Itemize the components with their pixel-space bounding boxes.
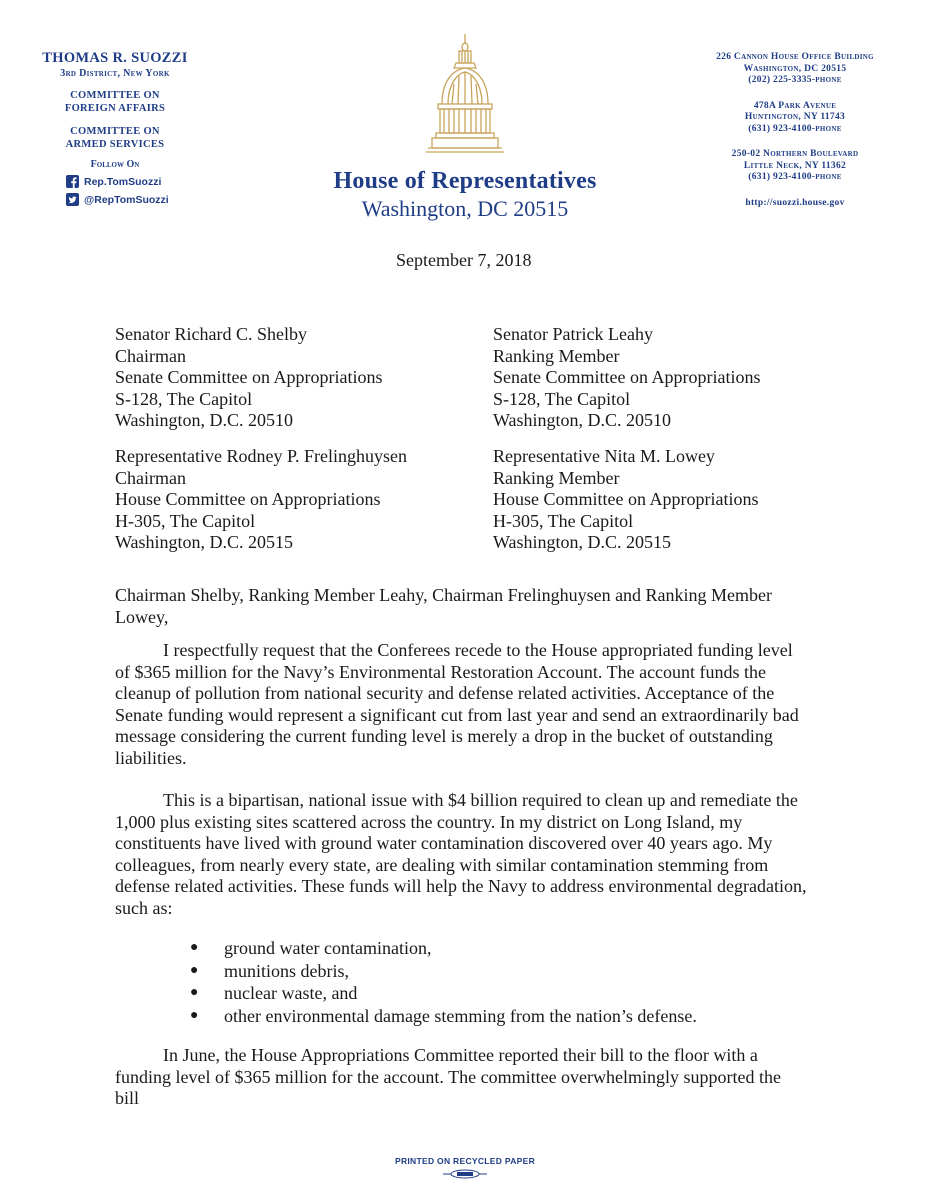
recipient-lowey	[493, 446, 758, 554]
recipient-frelinghuysen	[115, 446, 407, 554]
address-line: Chairman	[115, 345, 186, 366]
list-item	[190, 960, 697, 983]
office-line: Huntington, NY 11743	[744, 112, 846, 122]
salutation-line: Lowey,	[115, 606, 169, 627]
office-line: Washington, DC 20515	[743, 63, 847, 74]
salutation-line: Chairman Shelby, Ranking Member Leahy, Chairman Frelinghuysen and Ranking Member	[115, 585, 773, 605]
letter-date: September 7, 2018	[396, 250, 532, 270]
address-line: Senate Committee on Appropriations	[115, 367, 383, 387]
office-line: 478A Park Avenue	[753, 100, 837, 111]
address-line: Washington, D.C. 20515	[115, 532, 294, 552]
footer	[330, 1156, 600, 1184]
member-name: THOMAS R. SUOZZI	[42, 50, 188, 66]
address-line: Senate Committee on Appropriations	[493, 367, 761, 387]
office-line: (202) 225-3335-phone	[748, 75, 842, 85]
office-dc	[700, 52, 890, 87]
paragraph-request: I respectfully request that the Conferees recede to the House appropriated funding level of $365 million for the Navy’s Environmental Restoration Account. The account funds the cleanup of pollution from national security and defense related activities. Acceptance of the Senate funding would represent a significant cut from last year and send an extraordinarily bad message considering the current funding level is merely a drop in the bucket of outstanding liabilities.	[115, 640, 799, 768]
address-line: H-305, The Capitol	[115, 510, 256, 531]
capitol-dome-icon	[422, 32, 508, 162]
office-line: 250-02 Northern Boulevard	[731, 149, 859, 159]
bullet-icon: ●	[190, 962, 199, 978]
recipient-leahy	[493, 324, 760, 432]
twitter-handle: @RepTomSuozzi	[84, 193, 169, 206]
list-item	[190, 982, 697, 1005]
address-line: Representative Rodney P. Frelinghuysen	[115, 446, 407, 466]
recycled-paper-note: PRINTED ON RECYCLED PAPER	[394, 1156, 536, 1166]
twitter-icon	[66, 193, 79, 206]
paragraph-issue: This is a bipartisan, national issue with $4 billion required to clean up and remediate the 1,000 plus existing sites scattered across the country. In my district on Long Island, my constituents have lived with ground water contamination discovered over 40 years ago. My colleagues, from nearly every state, are dealing with similar contamination stemming from defense related activities. These funds will help the Navy to address environmental degradation, such as:	[115, 790, 807, 918]
facebook-icon	[66, 175, 79, 188]
address-line: Chairman	[115, 467, 186, 488]
committee-line: COMMITTEE ON	[70, 90, 160, 101]
address-line: Senator Patrick Leahy	[493, 324, 653, 344]
bullet-icon: ●	[190, 1007, 199, 1023]
address-line: S-128, The Capitol	[115, 388, 253, 409]
bullet-icon: ●	[190, 940, 199, 955]
recipient-shelby	[115, 324, 382, 432]
office-little-neck	[700, 149, 890, 184]
list-item-text: nuclear waste, and	[224, 983, 358, 1003]
address-line: Representative Nita M. Lowey	[493, 446, 715, 466]
list-item-text: ground water contamination,	[224, 938, 432, 958]
office-huntington	[700, 101, 890, 136]
address-line: Washington, D.C. 20510	[493, 410, 672, 430]
website-link[interactable]: http://suozzi.house.gov	[745, 197, 845, 208]
list-item-text: munitions debris,	[224, 960, 349, 981]
committee-line: ARMED SERVICES	[65, 139, 165, 150]
office-line: (631) 923-4100-phone	[748, 172, 842, 182]
list-item	[190, 937, 697, 960]
address-line: H-305, The Capitol	[493, 510, 634, 531]
address-line: Senator Richard C. Shelby	[115, 324, 307, 344]
address-line: House Committee on Appropriations	[493, 489, 759, 509]
committee-armed-services	[40, 125, 190, 151]
letterhead-center	[300, 32, 630, 222]
committee-foreign-affairs	[40, 89, 190, 115]
committee-line: COMMITTEE ON	[70, 126, 160, 137]
list-item-text: other environmental damage stemming from the nation’s defense.	[224, 1005, 697, 1026]
office-line: (631) 923-4100-phone	[748, 123, 842, 134]
address-line: Ranking Member	[493, 467, 620, 488]
twitter-link[interactable]	[66, 193, 190, 206]
house-title: House of Representatives	[333, 168, 597, 194]
letterhead-right	[700, 52, 890, 209]
bullet-list	[190, 937, 697, 1027]
committee-line: FOREIGN AFFAIRS	[64, 103, 166, 114]
office-line: 226 Cannon House Office Building	[716, 52, 874, 62]
member-district: 3rd District, New York	[60, 68, 170, 79]
address-line: Ranking Member	[493, 345, 620, 366]
letterhead-left	[40, 50, 190, 206]
house-city: Washington, DC 20515	[361, 196, 569, 221]
list-item	[190, 1005, 697, 1028]
follow-on-label: Follow On	[90, 159, 140, 170]
facebook-handle: Rep.TomSuozzi	[84, 175, 162, 188]
address-line: Washington, D.C. 20510	[115, 410, 294, 430]
address-line: Washington, D.C. 20515	[493, 532, 672, 552]
office-line: Little Neck, NY 11362	[743, 160, 847, 171]
paragraph-june: In June, the House Appropriations Committee reported their bill to the floor with a funding level of $365 million for the account. The committee overwhelmingly supported the bill	[115, 1045, 782, 1108]
union-label-icon	[435, 1169, 495, 1179]
salutation	[115, 585, 805, 628]
bullet-icon: ●	[190, 985, 199, 1000]
facebook-link[interactable]	[66, 175, 190, 188]
address-line: House Committee on Appropriations	[115, 489, 381, 509]
address-line: S-128, The Capitol	[493, 388, 631, 409]
